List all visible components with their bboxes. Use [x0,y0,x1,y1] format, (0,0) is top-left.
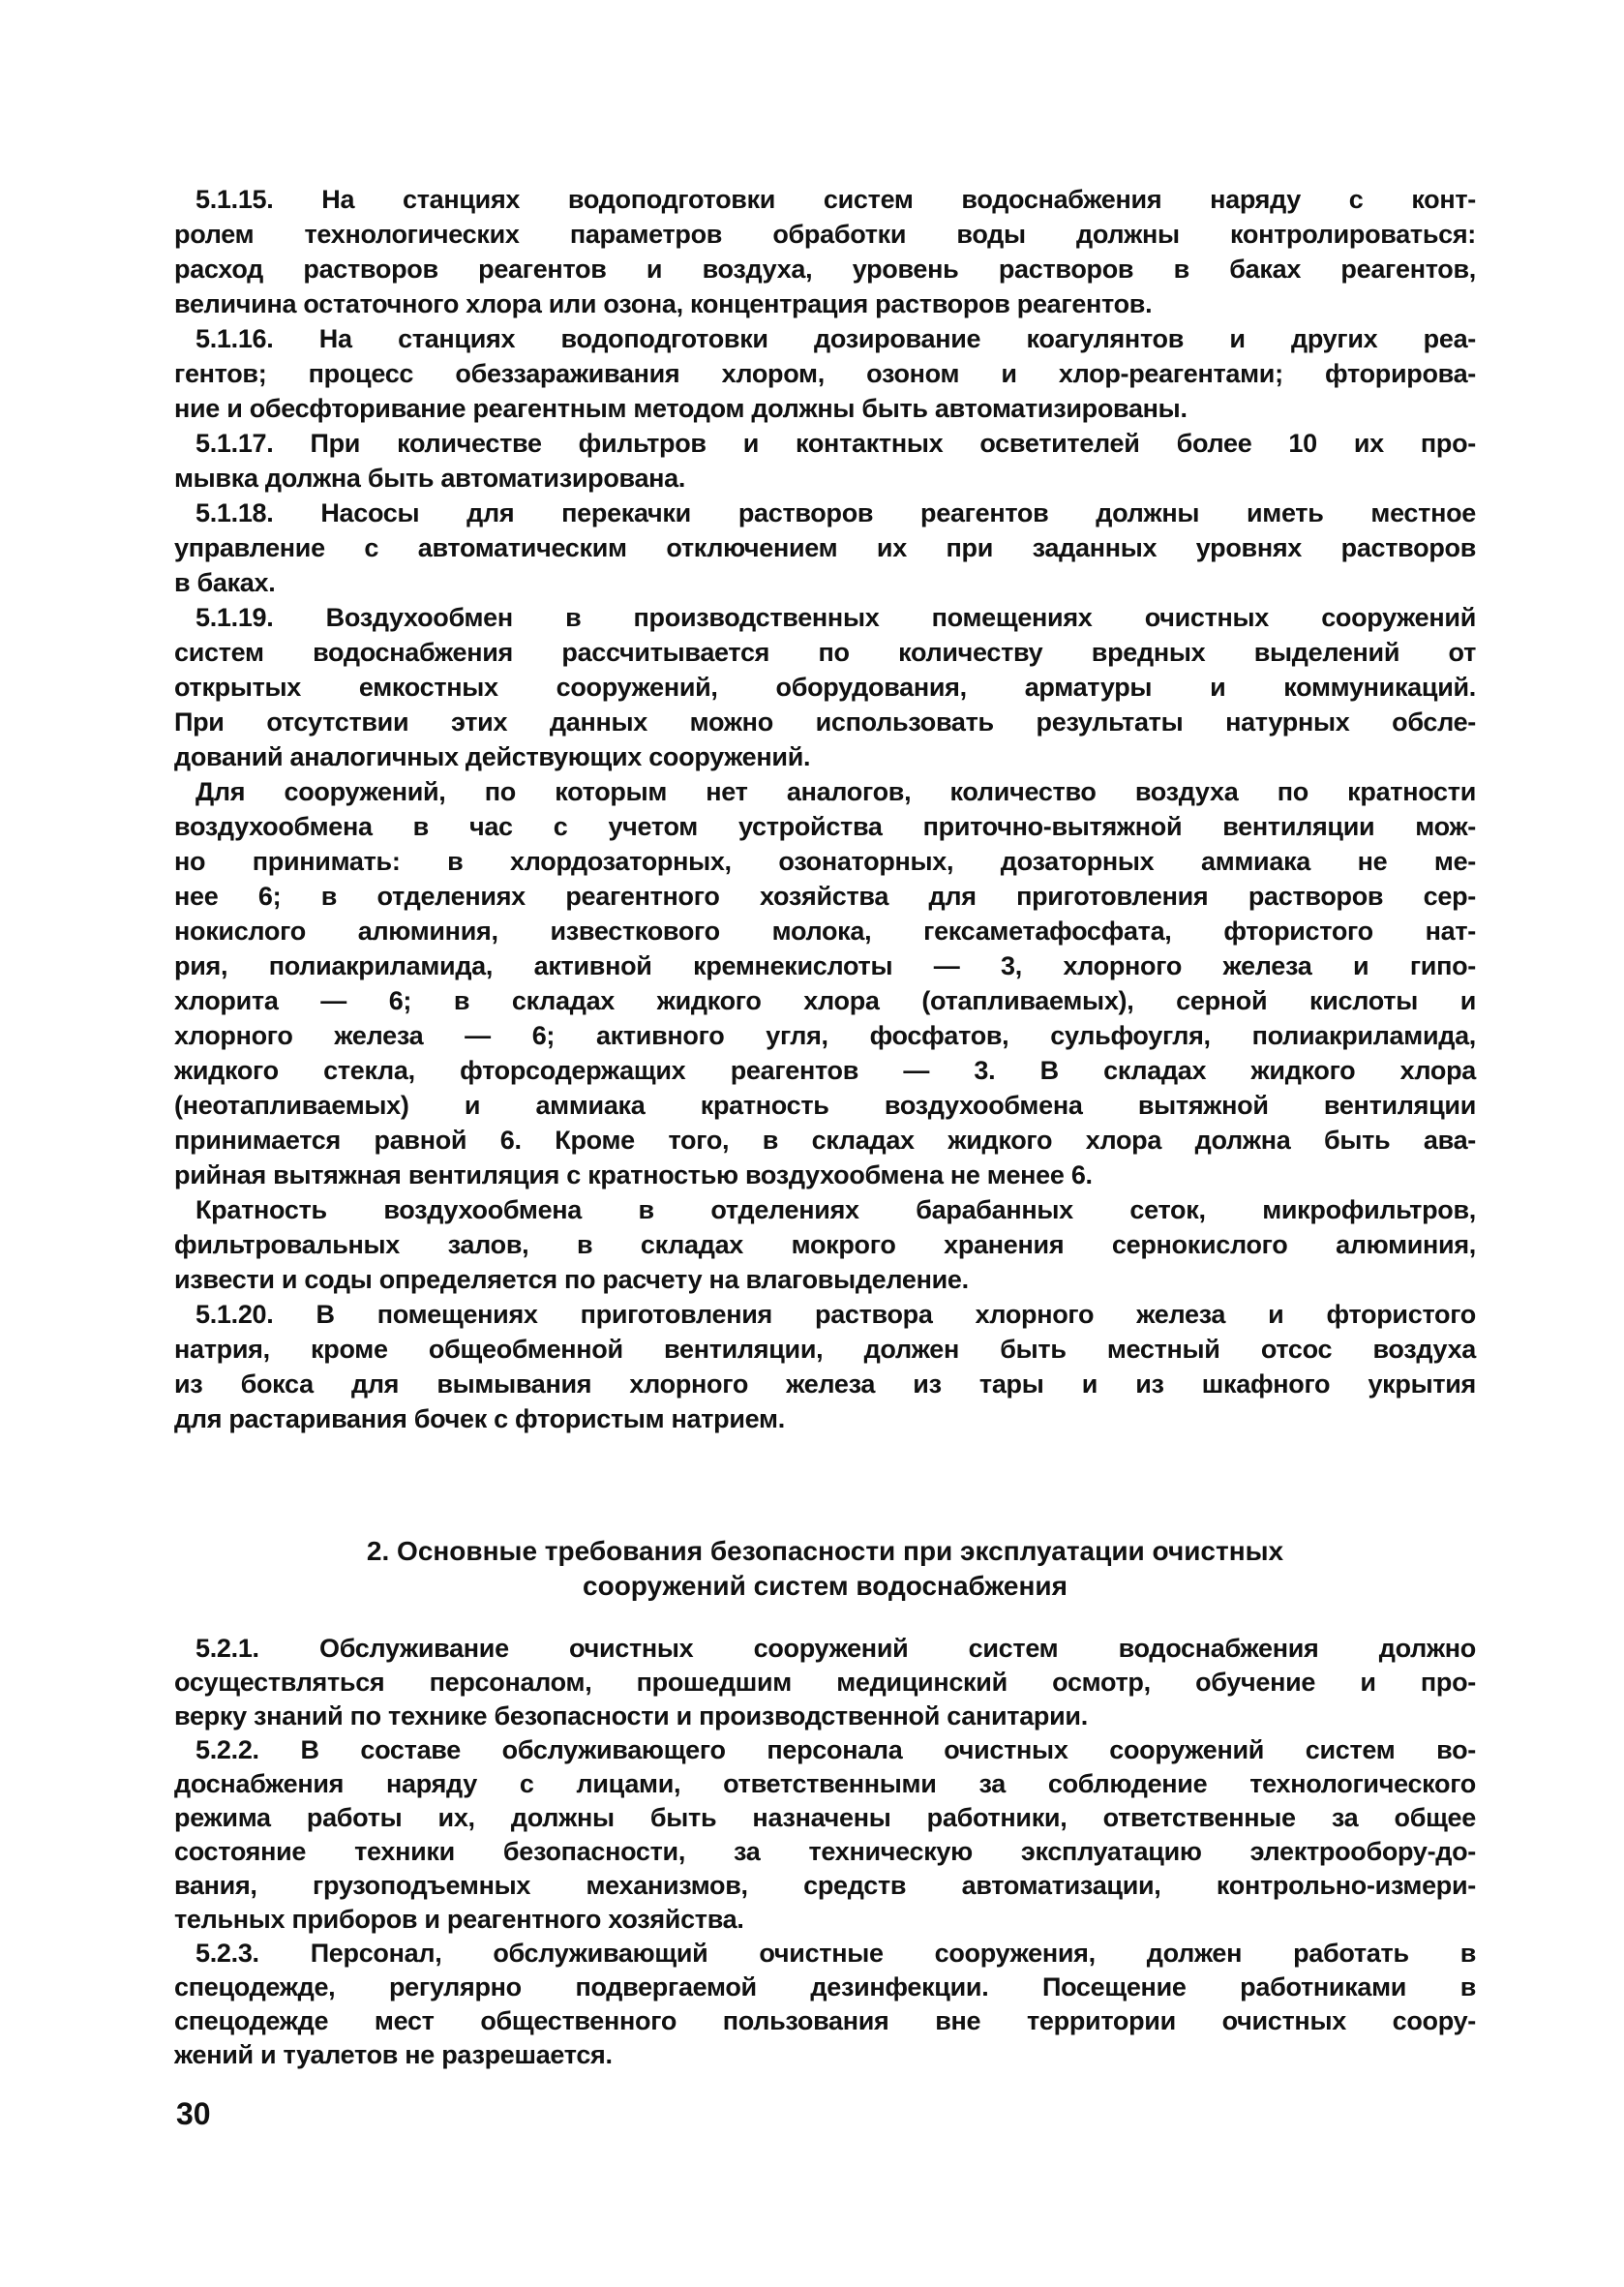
paragraph [174,600,1476,774]
text-line: но принимать: в хлордозаторных, озонаторных, дозаторных аммиака не ме- [174,847,1476,876]
text-line: гентов; процесс обеззараживания хлором, озоном и хлор-реагентами; фторирова- [174,359,1476,388]
text-line: мывка должна быть автоматизирована. [174,464,686,493]
text-line: 5.1.20. В помещениях приготовления раствора хлорного железа и фтористого [195,1300,1476,1329]
text-line: 5.1.15. На станциях водоподготовки систем водоснабжения наряду с конт- [195,185,1476,214]
text-line: Для сооружений, по которым нет аналогов, количество воздуха по кратности [195,777,1476,806]
text-line: Кратность воздухообмена в отделениях барабанных сеток, микрофильтров, [195,1195,1476,1224]
paragraph [174,1297,1476,1436]
paragraph [174,1632,1476,1733]
text-line: жидкого стекла, фторсодержащих реагентов — 3. В складах жидкого хлора [174,1056,1476,1085]
heading-line-2: сооружений систем водоснабжения [583,1571,1068,1601]
paragraph [174,1192,1476,1297]
text-line: открытых емкостных сооружений, оборудования, арматуры и коммуникаций. [174,673,1476,702]
text-line: 5.1.18. Насосы для перекачки растворов реагентов должны иметь местное [195,498,1476,527]
text-line: 5.2.3. Персонал, обслуживающий очистные сооружения, должен работать в [195,1939,1476,1968]
section-heading [174,1534,1476,1604]
text-line: тельных приборов и реагентного хозяйства. [174,1905,744,1934]
text-line: для растаривания бочек с фтористым натрием. [174,1404,785,1433]
text-line: спецодежде мест общественного пользования вне территории очистных соору- [174,2006,1476,2035]
text-line: 5.1.17. При количестве фильтров и контактных осветителей более 10 их про- [195,429,1476,458]
paragraph [174,182,1476,321]
text-line: хлорного железа — 6; активного угля, фосфатов, сульфоугля, полиакриламида, [174,1021,1476,1050]
text-line: 5.2.2. В составе обслуживающего персонала очистных сооружений систем во- [195,1735,1476,1764]
text-line: из бокса для вымывания хлорного железа из тары и из шкафного укрытия [174,1369,1476,1399]
text-line: дований аналогичных действующих сооружений. [174,742,811,771]
paragraph [174,496,1476,600]
paragraph [174,1937,1476,2072]
text-line: 5.2.1. Обслуживание очистных сооружений систем водоснабжения должно [195,1634,1476,1663]
text-line: нокислого алюминия, известкового молока, гексаметафосфата, фтористого нат- [174,917,1476,946]
text-line: (неотапливаемых) и аммиака кратность воздухообмена вытяжной вентиляции [174,1091,1476,1120]
text-line: управление с автоматическим отключением их при заданных уровнях растворов [174,533,1476,562]
paragraph [174,321,1476,426]
text-line: ролем технологических параметров обработки воды должны контролироваться: [174,220,1476,249]
text-line: в баках. [174,568,276,597]
text-line: хлорита — 6; в складах жидкого хлора (отапливаемых), серной кислоты и [174,986,1476,1015]
text-line: ние и обесфторивание реагентным методом должны быть автоматизированы. [174,394,1188,423]
text-line: натрия, кроме общеобменной вентиляции, должен быть местный отсос воздуха [174,1335,1476,1364]
paragraph [174,1733,1476,1937]
text-line: систем водоснабжения рассчитывается по количеству вредных выделений от [174,638,1476,667]
section-5-2-text [174,1632,1476,2072]
text-line: извести и соды определяется по расчету на влаговыделение. [174,1265,969,1294]
text-line: вания, грузоподъемных механизмов, средств автоматизации, контрольно-измери- [174,1871,1476,1900]
section-5-1-text [174,182,1476,1436]
text-line: жений и туалетов не разрешается. [174,2040,613,2069]
paragraph [174,774,1476,1192]
text-line: доснабжения наряду с лицами, ответственными за соблюдение технологического [174,1769,1476,1798]
text-line: режима работы их, должны быть назначены работники, ответственные за общее [174,1803,1476,1832]
text-line: состояние техники безопасности, за техническую эксплуатацию электрообору-до- [174,1837,1476,1866]
text-line: верку знаний по технике безопасности и производственной санитарии. [174,1701,1088,1730]
text-line: осуществляться персоналом, прошедшим медицинский осмотр, обучение и про- [174,1668,1476,1697]
text-line: 5.1.19. Воздухообмен в производственных помещениях очистных сооружений [195,603,1476,632]
text-line: спецодежде, регулярно подвергаемой дезинфекции. Посещение работниками в [174,1972,1476,2001]
text-line: 5.1.16. На станциях водоподготовки дозирование коагулянтов и других реа- [195,324,1476,353]
paragraph [174,426,1476,496]
page-number: 30 [176,2096,211,2131]
text-line: нее 6; в отделениях реагентного хозяйства для приготовления растворов сер- [174,882,1476,911]
text-line: рия, полиакриламида, активной кремнекислоты — 3, хлорного железа и гипо- [174,951,1476,980]
text-line: При отсутствии этих данных можно использовать результаты натурных обсле- [174,707,1476,737]
text-line: рийная вытяжная вентиляция с кратностью воздухообмена не менее 6. [174,1160,1093,1189]
text-line: расход растворов реагентов и воздуха, уровень растворов в баках реагентов, [174,255,1476,284]
text-line: величина остаточного хлора или озона, концентрация растворов реагентов. [174,289,1153,318]
heading-line-1: 2. Основные требования безопасности при эксплуатации очистных [366,1536,1284,1566]
text-line: воздухообмена в час с учетом устройства приточно-вытяжной вентиляции мож- [174,812,1476,841]
text-line: принимается равной 6. Кроме того, в складах жидкого хлора должна быть ава- [174,1126,1476,1155]
text-line: фильтровальных залов, в складах мокрого хранения сернокислого алюминия, [174,1230,1476,1259]
